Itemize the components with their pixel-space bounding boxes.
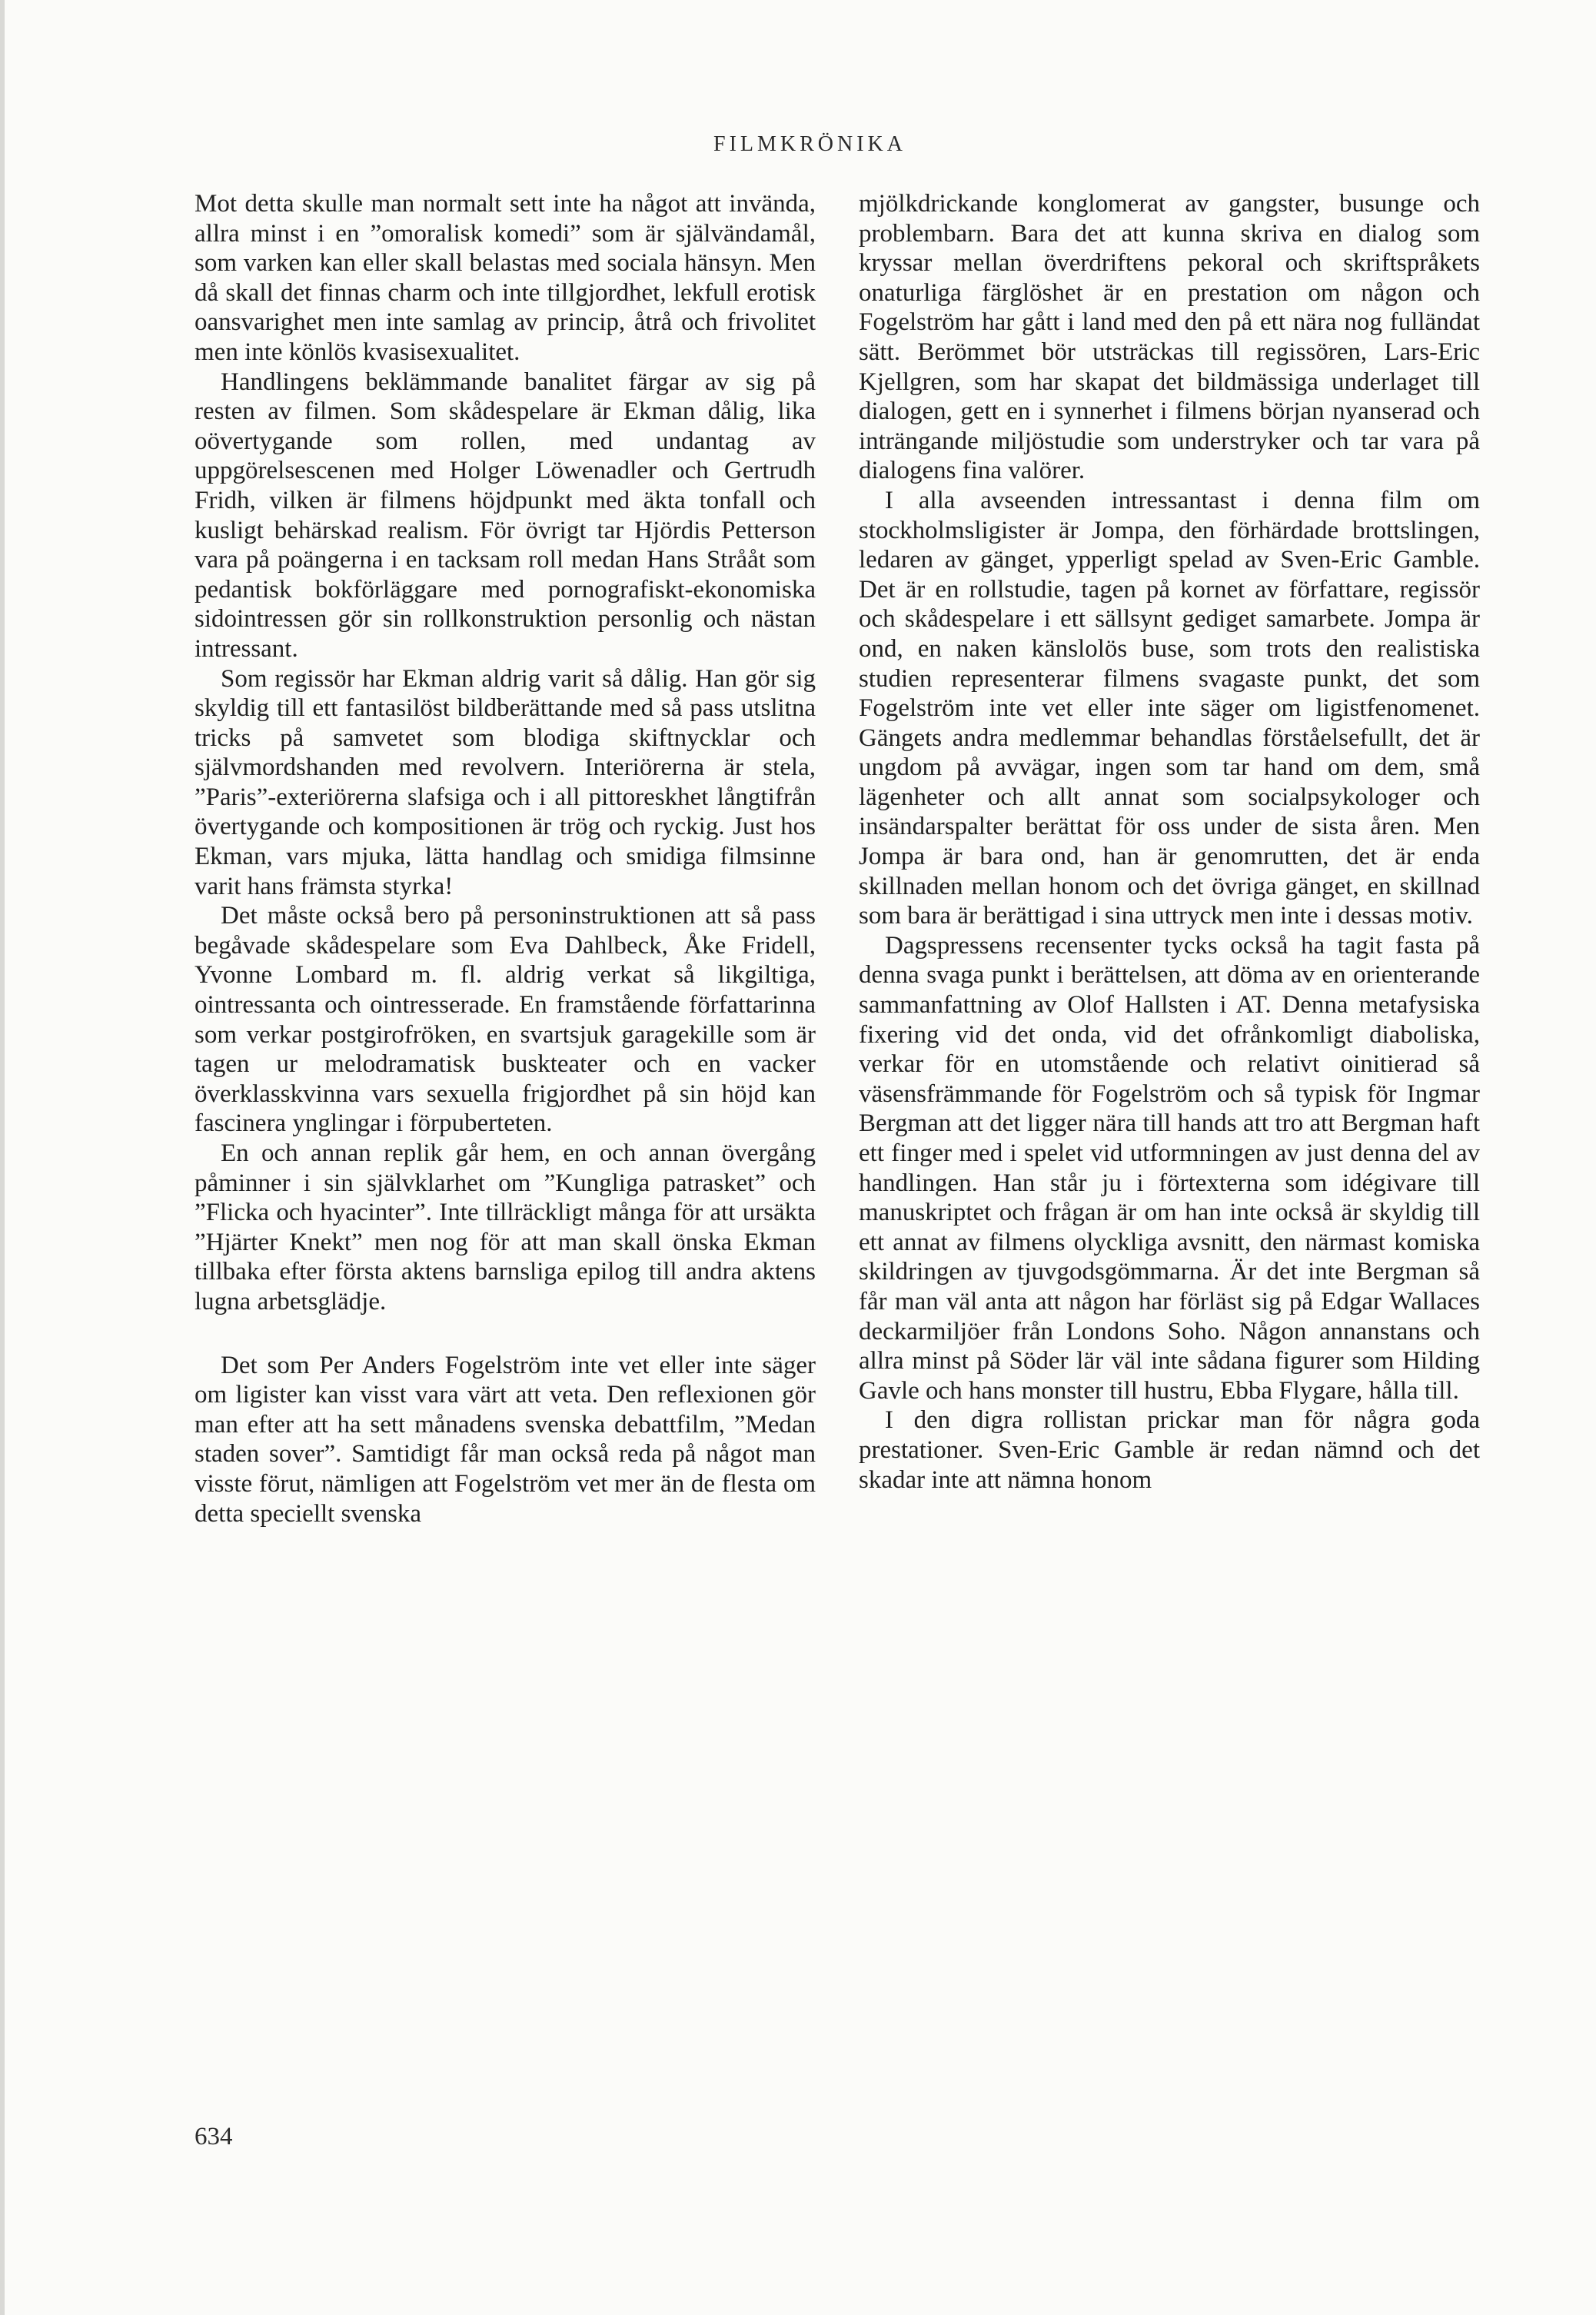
right-paragraph-3: Dagspressens recensenter tycks också ha tagit fasta på denna svaga punkt i berättelsen, att döma av en orienterande sammanfattning av Olof Hallsten i AT. Denna metafysiska fixering vid det onda, vid det ofrånkomligt diaboliska, verkar för en utomstående och relativt oinitierad så väsensfrämmande för Fogelström och så typisk för Ingmar Bergman att det ligger nära till hands att tro att Bergman haft ett finger med i spelet vid utformningen av just denna del av handlingen. Han står ju i förtexterna som idégivare till manuskriptet och frågan är om han inte också är skyldig till ett annat av filmens olyckliga avsnitt, den närmast komiska skildringen av tjuvgodsgömmarna. Är det inte Bergman så får man väl anta att någon har förläst sig på Edgar Wallaces deckarmiljöer från Londons Soho. Någon annanstans och allra minst på Söder lär väl inte sådana figurer som Hilding Gavle och hans monster till hustru, Ebba Flygare, hålla till.	[859, 931, 1480, 1405]
left-paragraph-1: Mot detta skulle man normalt sett inte ha något att invända, allra minst i en ”omoralisk komedi” som är självändamål, som varken kan eller skall belastas med sociala hänsyn. Men då skall det finnas charm och inte tillgjordhet, lekfull erotisk oansvarighet men inte samlag av princip, åtrå och frivolitet men inte könlös kvasisexualitet.	[195, 190, 816, 366]
right-paragraph-1: mjölkdrickande konglomerat av gangster, busunge och problembarn. Bara det att kunna skriva en dialog som kryssar mellan överdriftens pekoral och skriftspråkets onaturliga färglöshet är en prestation om någon och Fogelström har gått i land med den på ett nära nog fulländat sätt. Berömmet bör utsträckas till regissören, Lars-Eric Kjellgren, som har skapat det bildmässiga underlaget till dialogen, gett en i synnerhet i filmens början nyanserad och inträngande miljöstudie som understryker och tar vara på dialogens fina valörer.	[859, 190, 1480, 485]
left-paragraph-3: Som regissör har Ekman aldrig varit så dålig. Han gör sig skyldig till ett fantasilöst bildberättande med så pass utslitna tricks på samvetet som blodiga skiftnycklar och självmordshanden med revolvern. Interiörerna är stela, ”Paris”-exteriörerna slafsiga och i all pittoreskhet långtifrån övertygande och kompositionen är trög och ryckig. Just hos Ekman, vars mjuka, lätta handlag och smidiga filmsinne varit hans främsta styrka!	[195, 664, 816, 900]
left-paragraph-2: Handlingens beklämmande banalitet färgar av sig på resten av filmen. Som skådespelare är Ekman dålig, lika oövertygande som rollen, med undantag av uppgörelsescenen med Holger Löwenadler och Gertrudh Fridh, vilken är filmens höjdpunkt med äkta tonfall och kusligt behärskad realism. För övrigt tar Hjördis Petterson vara på poängerna i en tacksam roll medan Hans Strååt som pedantisk bokförläggare med pornografiskt-ekonomiska sidointressen gör sin rollkonstruktion personlig och nästan intressant.	[195, 368, 816, 663]
left-column	[195, 189, 816, 1528]
right-column	[859, 189, 1480, 1495]
left-paragraph-5: En och annan replik går hem, en och annan övergång påminner i sin självklarhet om ”Kungliga patrasket” och ”Flicka och hyacinter”. Inte tillräckligt många för att ursäkta ”Hjärter Knekt” men nog för att man skall önska Ekman tillbaka efter första aktens barnsliga epilog till andra aktens lugna arbetsglädje.	[195, 1139, 816, 1315]
right-paragraph-4: I den digra rollistan prickar man för några goda prestationer. Sven-Eric Gamble är redan nämnd och det skadar inte att nämna honom	[859, 1406, 1480, 1494]
page-number: 634	[195, 2123, 233, 2150]
left-paragraph-6: Det som Per Anders Fogelström inte vet eller inte säger om ligister kan visst vara värt att veta. Den reflexionen gör man efter att ha sett månadens svenska debattfilm, ”Medan staden sover”. Samtidigt får man också reda på något man visste förut, nämligen att Fogelström vet mer än de flesta om detta speciellt svenska	[195, 1351, 816, 1528]
page-edge	[0, 0, 5, 2315]
left-paragraph-4: Det måste också bero på personinstruktionen att så pass begåvade skådespelare som Eva Dahlbeck, Åke Fridell, Yvonne Lombard m. fl. aldrig verkat så likgiltiga, ointressanta och ointresserade. En framstående författarinna som verkar postgirofröken, en svartsjuk garagekille som är tagen ur melodramatisk buskteater och en vacker överklasskvinna vars sexuella frigjordhet på sin höjd kan fascinera ynglingar i förpuberteten.	[195, 902, 816, 1138]
right-paragraph-2: I alla avseenden intressantast i denna film om stockholmsligister är Jompa, den förhärdade brottslingen, ledaren av gänget, ypperligt spelad av Sven-Eric Gamble. Det är en rollstudie, tagen på kornet av författare, regissör och skådespelare i ett sällsynt gediget samarbete. Jompa är ond, en naken känslolös buse, som trots den realistiska studien representerar filmens svagaste punkt, det som Fogelström inte vet eller inte säger om ligistfenomenet. Gängets andra medlemmar behandlas förståelsefullt, det är ungdom på avvägar, ingen som tar hand om dem, små lägenheter och allt annat som socialpsykologer och insändarspalter berättat för oss under de sista åren. Men Jompa är bara ond, han är genomrutten, det är enda skillnaden mellan honom och det övriga gänget, en skillnad som bara är berättigad i sina uttryck men inte i dessas motiv.	[859, 486, 1480, 930]
running-head: FILMKRÖNIKA	[713, 132, 906, 156]
